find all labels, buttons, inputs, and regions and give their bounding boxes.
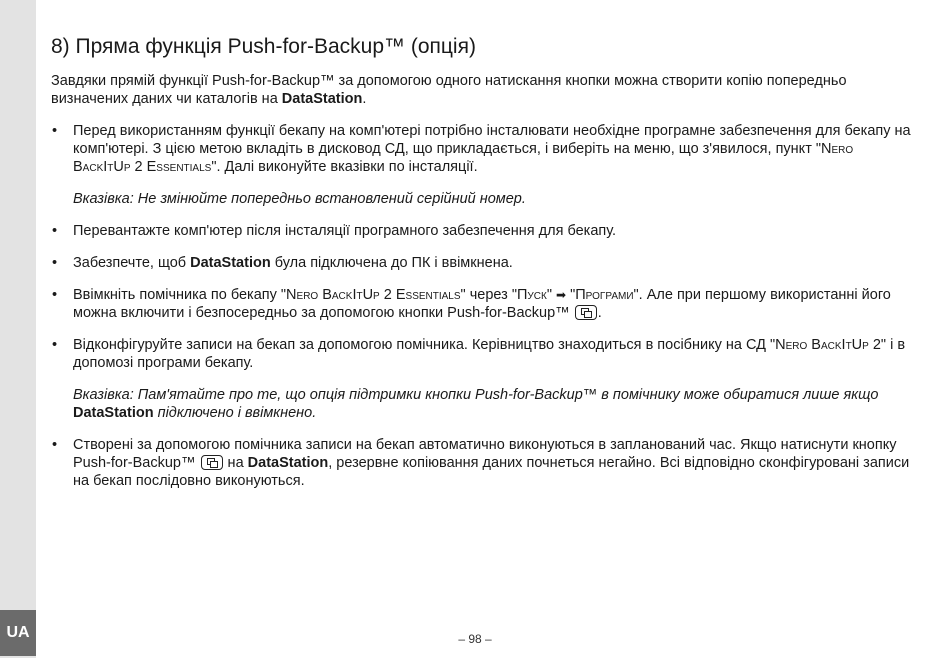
language-tab: UA: [0, 610, 36, 656]
software-name: Nero BackItUp: [775, 337, 869, 353]
section-title: 8) Пряма функція Push-for-Backup™ (опція): [51, 35, 476, 58]
bullet: •: [52, 337, 58, 353]
page-content: [51, 34, 911, 504]
menu-programs: Програми: [575, 287, 634, 303]
list-item: [51, 336, 911, 422]
list-item: [51, 254, 911, 272]
product-name: DataStation: [73, 405, 154, 421]
bullet: •: [52, 437, 58, 453]
item-text: на: [223, 455, 248, 471]
item-text: 2" і в допомозі програми бекапу.: [73, 337, 906, 371]
item-text: .: [597, 305, 602, 321]
intro-text-end: .: [362, 91, 367, 107]
list-item: [51, 286, 911, 322]
bullet: •: [52, 255, 58, 271]
side-margin-bar: [0, 0, 36, 658]
software-name: Nero BackItUp 2 Essentials: [286, 287, 461, 303]
item-text: Перевантажте комп'ютер після інсталяції програмного забезпечення для бекапу.: [73, 223, 617, 239]
item-text: Ввімкніть помічника по бекапу ": [73, 287, 287, 303]
item-text: ": [566, 287, 576, 303]
note-text: Вказівка: Пам'ятайте про те, що опція підтримки кнопки Push-for-Backup™ в помічнику може обиратися лише якщо: [73, 387, 879, 403]
push-for-backup-button-icon: [201, 455, 223, 470]
item-text: " через ": [460, 287, 517, 303]
page-number: – 98 –: [458, 632, 492, 646]
item-text: , резервне копіювання даних почнеться негайно. Всі відповідно сконфігуровані записи на бекап послідовно виконуються.: [73, 455, 910, 489]
note-text: підключено і ввімкнено.: [153, 405, 317, 421]
note: Вказівка: Не змінюйте попередньо встановлений серійний номер.: [73, 191, 526, 207]
item-text: ": [546, 287, 556, 303]
list-item: [51, 222, 911, 240]
item-text: Відконфігуруйте записи на бекап за допомогою помічника. Керівництво знаходиться в посібнику на СД ": [73, 337, 776, 353]
note: [73, 386, 911, 422]
bullet: •: [52, 287, 58, 303]
intro-paragraph: [51, 72, 911, 108]
item-text: Забезпечте, щоб: [73, 255, 191, 271]
list-item: [51, 436, 911, 490]
intro-text: Завдяки прямій функції Push-for-Backup™ за допомогою одного натискання кнопки можна створити копію попередньо визначених даних чи каталогів на: [51, 73, 847, 107]
software-name: Nero BackItUp 2 Essentials: [73, 141, 854, 175]
bullet: •: [52, 123, 58, 139]
item-text: ". Далі виконуйте вказівки по інсталяції.: [211, 159, 478, 175]
menu-start: Пуск: [516, 287, 547, 303]
item-text: ". Але при першому використанні його можна включити і безпосередньо за допомогою кнопки Push-for-Backup™: [73, 287, 891, 321]
item-text: була підключена до ПК і ввімкнена.: [270, 255, 513, 271]
list-item: [51, 122, 911, 208]
item-text: Створені за допомогою помічника записи на бекап автоматично виконуються в запланований час. Якщо натиснути кнопку Push-for-Backup™: [73, 437, 897, 471]
product-name: DataStation: [281, 91, 363, 107]
push-for-backup-button-icon: [575, 305, 597, 320]
instruction-list: [51, 122, 911, 490]
arrow-right-icon: ➡: [556, 288, 567, 302]
bullet: •: [52, 223, 58, 239]
product-name: DataStation: [190, 255, 271, 271]
item-text: Перед використанням функції бекапу на комп'ютері потрібно інсталювати необхідне програмне забезпечення для бекапу на комп'ютері. З цією метою вкладіть в дисковод СД, що прикладається, і виберіть на меню, що з'явилося, пункт ": [73, 123, 911, 157]
product-name: DataStation: [247, 455, 329, 471]
